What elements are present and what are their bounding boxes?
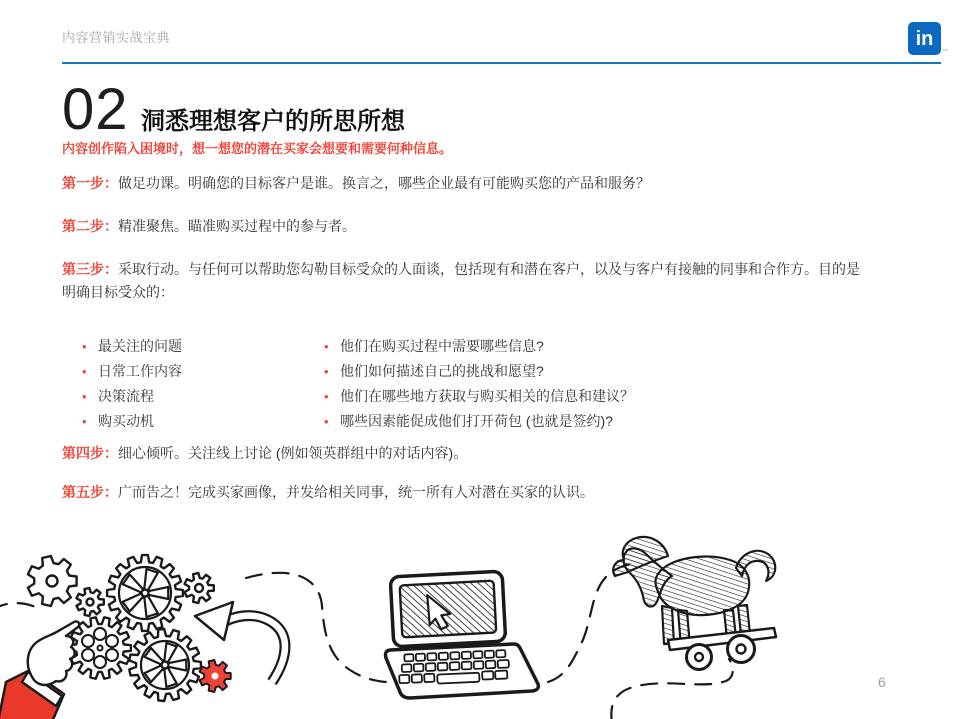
gear-hub [195,584,203,592]
dashed-path-laptop-to-horse [548,564,631,682]
step-1 [62,172,862,195]
bullet-item: • 他们如何描述自己的挑战和愿望? [324,359,804,384]
bullet-item: • 决策流程 [82,384,302,409]
bullet-item: • 购买动机 [82,409,302,434]
bullet-list-left [82,334,302,434]
hand-pointing-illustration [0,621,79,719]
page-number: 6 [878,674,886,690]
hand-icon [28,621,79,685]
section-number: 02 [62,77,129,142]
laptop-keys [398,650,509,685]
horse-tail [736,551,775,581]
wheel-hub [737,645,746,654]
step-5 [62,481,862,504]
dashed-path-gears-to-laptop [246,573,386,682]
horse-body [655,556,749,615]
linkedin-logo-text: in [915,27,934,50]
bullet-item: • 最关注的问题 [82,334,302,359]
trojan-horse-illustration [613,537,776,670]
bullet-item: • 他们在哪些地方获取与购买相关的信息和建议？ [324,384,804,409]
trademark-symbol: ™ [942,49,948,55]
step-3-label: 第三步： [62,261,118,277]
step-3 [62,258,862,304]
step-2-text: 精准聚焦。瞄准购买过程中的参与者。 [118,218,356,234]
wheel-hub [695,653,703,661]
red-gear-hub [212,673,219,680]
step-5-label: 第五步： [62,484,118,500]
gear-hub [47,576,58,587]
laptop-screen [400,581,497,638]
section-subtitle: 内容创作陷入困境时，想一想您的潜在买家会想要和需要何种信息。 [62,141,453,156]
gear-hub [162,662,169,669]
document-title: 内容营销实战宝典 [62,30,171,45]
gear-hub [87,599,94,606]
gear-hub [142,590,149,597]
step-2-label: 第二步： [62,218,118,234]
laptop-illustration [386,571,539,698]
dashed-path-left-edge [0,603,40,610]
step-2 [62,215,862,238]
dashed-path-below-horse [611,659,732,719]
bullet-item: • 日常工作内容 [82,359,302,384]
step-1-label: 第一步： [62,175,118,191]
step-4-label: 第四步： [62,445,118,461]
step-4-text: 细心倾听。关注线上讨论 (例如领英群组中的对话内容)。 [118,445,468,461]
step-5-text: 广而告之！完成买家画像，并发给相关同事，统一所有人对潜在买家的认识。 [118,484,594,500]
bullet-item: • 他们在购买过程中需要哪些信息? [324,334,804,359]
header-divider [62,62,941,64]
illustration-strip [0,530,959,719]
step-3-text: 采取行动。与任何可以帮助您勾勒目标受众的人面谈，包括现有和潜在客户，以及与客户有接触的同事和合作方。目的是明确目标受众的： [62,261,860,300]
bullet-list-right [324,334,804,434]
step-1-text: 做足功课。明确您的目标客户是谁。换言之，哪些企业最有可能购买您的产品和服务？ [118,175,650,191]
page-title: 洞悉理想客户的所思所想 [141,108,405,135]
bullet-item: • 哪些因素能促成他们打开荷包 (也就是签约)? [324,409,804,434]
step-4 [62,442,862,465]
linkedin-logo-icon [908,22,941,55]
